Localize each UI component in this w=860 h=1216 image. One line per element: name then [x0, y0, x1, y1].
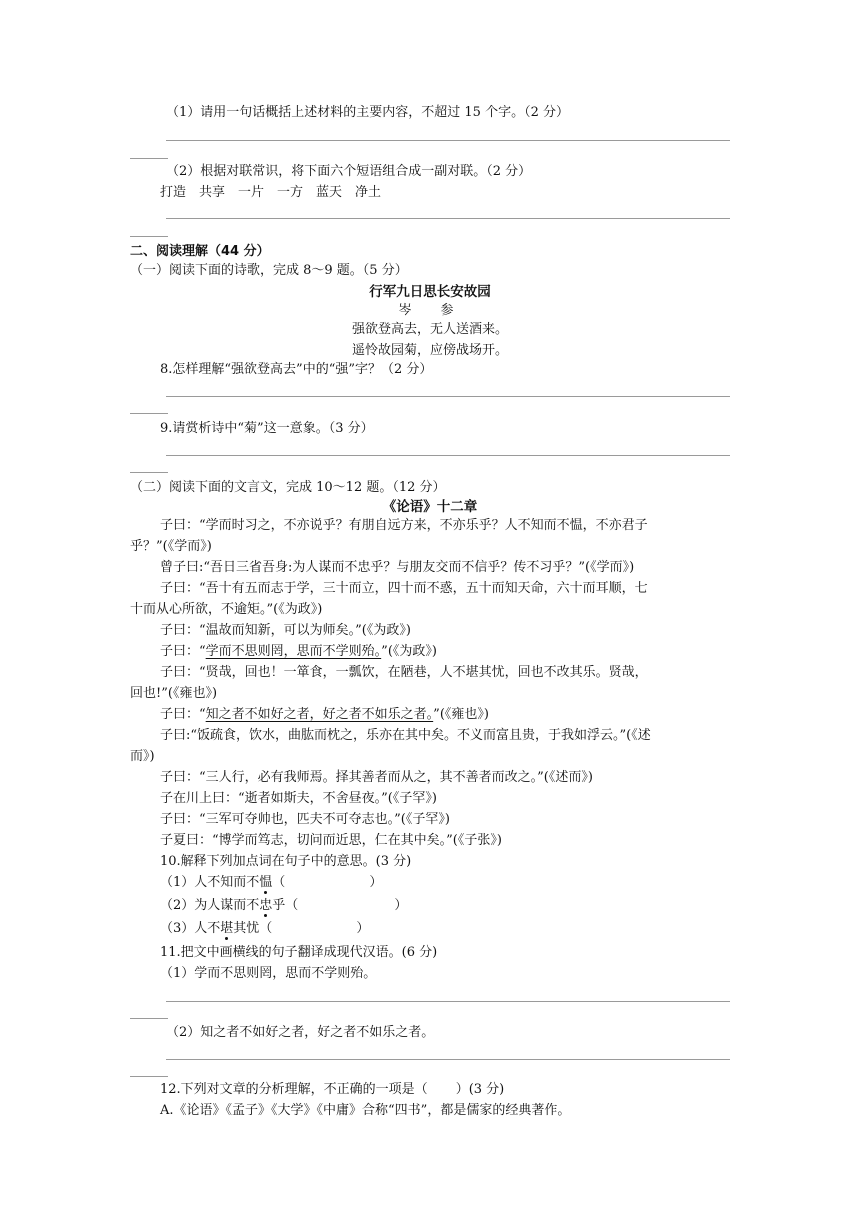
passage-3-line-1: 子曰：“吾十有五而志于学，三十而立，四十而不惑，五十而知天命，六十而耳顺，七 — [160, 581, 648, 596]
q10-item-1 — [160, 874, 382, 892]
q11-item-2-answer-line[interactable] — [166, 1059, 730, 1060]
q12-prompt-text: 12.下列对文章的分析理解，不正确的一项是（ — [160, 1082, 428, 1097]
q10-item-3-text: （3）人不 — [160, 921, 221, 936]
q11-item-2: （2）知之者不如好之者，好之者不如乐之者。 — [166, 1025, 435, 1040]
q9-answer-line[interactable] — [166, 455, 730, 456]
section-heading-reading: 二、阅读理解（44 分） — [130, 244, 270, 259]
passage-6-line-1: 子曰：“贤哉，回也！一箪食，一瓢饮，在陋巷，人不堪其忧，回也不改其乐。贤哉， — [160, 665, 648, 680]
q11-item-1: （1）学而不思则罔，思而不学则殆。 — [160, 966, 377, 981]
q9-prompt: 9.请赏析诗中“菊”这一意象。（3 分） — [160, 421, 374, 436]
q10-item-2-open: 乎（ — [272, 898, 299, 913]
q7-sub2-answer-line-tail — [130, 236, 168, 237]
poem-line-1: 强欲登高去，无人送酒来。 — [351, 322, 508, 337]
passage-7-post: ”(《雍也》) — [433, 707, 489, 722]
q10-prompt: 10.解释下列加点词在句子中的意思。(3 分) — [160, 854, 412, 869]
q10-item-3-close: ） — [356, 921, 370, 936]
q8-answer-line-tail — [130, 413, 168, 414]
q10-item-2 — [160, 897, 407, 915]
passage-1-line-2: 乎？”(《学而》) — [130, 539, 212, 554]
passage-12: 子夏曰：“博学而笃志，切问而近思，仁在其中矣。”(《子张》) — [160, 833, 502, 848]
passage-11: 子曰：“三军可夺帅也，匹夫不可夺志也。”(《子罕》) — [160, 812, 450, 827]
passage-5-post: ”(《为政》) — [381, 644, 437, 659]
q12-option-a: A.《论语》《孟子》《大学》《中庸》合称“四书”，都是儒家的经典著作。 — [160, 1103, 571, 1118]
poem-title: 行军九日思长安故园 — [369, 284, 491, 300]
q10-item-2-dotted-word: 忠 — [259, 898, 273, 913]
q10-item-2-close: ） — [394, 898, 408, 913]
poem-author: 岑 参 — [398, 303, 462, 318]
q12-prompt — [160, 1081, 504, 1099]
q10-item-1-open: （ — [272, 875, 286, 890]
passage-1-line-1: 子曰：“学而时习之，不亦说乎？有朋自远方来，不亦乐乎？人不知而不愠，不亦君子 — [160, 518, 648, 533]
q10-item-3-dotted-word: 堪 — [220, 921, 234, 936]
q11-item-2-answer-line-tail — [130, 1076, 168, 1077]
passage-7-pre: 子曰：“ — [160, 707, 206, 722]
q7-sub1-answer-line-tail — [130, 158, 168, 159]
passage-2: 曾子曰:“吾日三省吾身:为人谋而不忠乎？与朋友交而不信乎？传不习乎？”(《学而》) — [160, 560, 635, 575]
passage-5-underlined: 学而不思则罔，思而不学则殆。 — [205, 644, 382, 659]
q7-sub1-answer-line[interactable] — [166, 140, 730, 141]
passage-4: 子曰：“温故而知新，可以为师矣。”(《为政》) — [160, 623, 411, 638]
q7-sub2-prompt: （2）根据对联常识，将下面六个短语组合成一副对联。（2 分） — [166, 164, 532, 179]
q10-item-1-dotted-word: 愠 — [259, 875, 273, 890]
passage-8-line-1: 子曰:“饭疏食，饮水，曲肱而枕之，乐亦在其中矣。不义而富且贵，于我如浮云。”(《述 — [160, 728, 651, 743]
passage-8-line-2: 而》) — [130, 749, 155, 764]
passage-7 — [160, 706, 489, 724]
passage-9: 子曰：“三人行，必有我师焉。择其善者而从之，其不善者而改之。”(《述而》) — [160, 770, 593, 785]
q11-item-1-answer-line-tail — [130, 1018, 168, 1019]
q8-prompt: 8.怎样理解“强欲登高去”中的“强”字？（2 分） — [160, 362, 433, 377]
q9-answer-line-tail — [130, 472, 168, 473]
q10-item-1-close: ） — [369, 875, 383, 890]
q10-item-3 — [160, 920, 369, 938]
text-title: 《论语》十二章 — [382, 499, 478, 515]
part1-intro: （一）阅读下面的诗歌，完成 8～9 题。（5 分） — [130, 263, 408, 278]
q8-answer-line[interactable] — [166, 396, 730, 397]
q10-item-1-text: （1）人不知而不 — [160, 875, 260, 890]
passage-6-line-2: 回也!”(《雍也》) — [130, 686, 218, 701]
poem-line-2: 遥怜故园菊，应傍战场开。 — [351, 343, 508, 358]
q11-item-1-answer-line[interactable] — [166, 1001, 730, 1002]
passage-10: 子在川上曰：“逝者如斯夫，不舍昼夜。”(《子罕》) — [160, 791, 437, 806]
part2-intro: （二）阅读下面的文言文，完成 10～12 题。（12 分） — [130, 480, 446, 495]
passage-5 — [160, 643, 437, 661]
q10-item-2-text: （2）为人谋而不 — [160, 898, 260, 913]
q11-prompt: 11.把文中画横线的句子翻译成现代汉语。(6 分) — [160, 945, 438, 960]
passage-3-line-2: 十而从心所欲，不逾矩。”(《为政》) — [130, 602, 323, 617]
q7-sub2-answer-line[interactable] — [166, 218, 730, 219]
q12-prompt-points: ）(3 分) — [455, 1082, 505, 1097]
q7-sub1-prompt: （1）请用一句话概括上述材料的主要内容，不超过 15 个字。（2 分） — [166, 105, 569, 120]
passage-7-underlined: 知之者不如好之者，好之者不如乐之者。 — [205, 707, 434, 722]
passage-5-pre: 子曰：“ — [160, 644, 206, 659]
q7-phrases: 打造 共享 一片 一方 蓝天 净土 — [160, 185, 382, 200]
q10-item-3-open: 其忧（ — [233, 921, 273, 936]
